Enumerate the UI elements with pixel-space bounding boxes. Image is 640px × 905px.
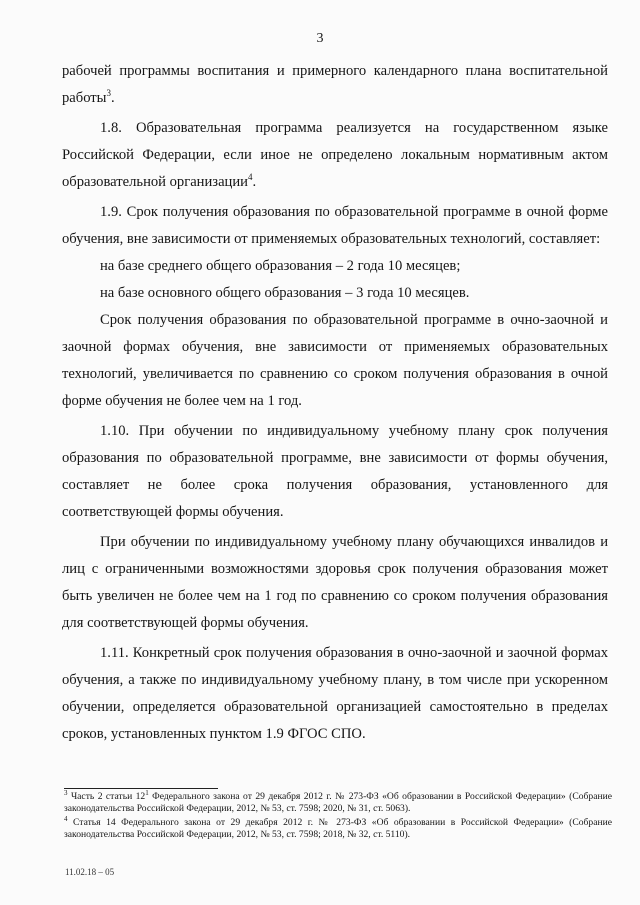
paragraph-part-time-duration: Срок получения образования по образовательной программе в очно-заочной и заочной формах обучения, вне зависимости от применяемых образовательных технологий, увеличивается по сравнению со сроком получения образования в очной форме обучения не более чем на 1 год. — [62, 312, 608, 409]
document-code: 11.02.18 – 05 — [65, 867, 115, 877]
document-body — [62, 58, 608, 748]
list-item-secondary-general: на базе среднего общего образования – 2 года 10 месяцев; — [100, 258, 461, 274]
footnote-ref-3: 3 — [106, 88, 111, 99]
page-number: 3 — [316, 31, 324, 46]
footnotes — [64, 788, 612, 843]
paragraph-continued: рабочей программы воспитания и примерного календарного плана воспитательной работы$^3$. — [62, 63, 608, 106]
paragraph-1-9: 1.9. Срок получения образования по образовательной программе в очной форме обучения, вне зависимости от применяемых образовательных технологий, составляет: — [62, 204, 608, 247]
footnote-divider — [64, 788, 218, 789]
list-item-basic-general: на базе основного общего образования – 3 года 10 месяцев. — [100, 285, 470, 301]
footnote-3: $^3$ Часть 2 статьи $12^1$ Федерального закона от 29 декабря 2012 г. № 273-ФЗ «Об образовании в Российской Федерации» (Собрание законодательства Российской Федерации, 2012, № 53, ст. 7598; 2020, № 31, ст. 5063). — [64, 788, 612, 814]
paragraph-1-11: 1.11. Конкретный срок получения образования в очно-заочной и заочной формах обучения, а также по индивидуальному учебному плану, в том числе при ускоренном обучении, определяется образовательной организацией самостоятельно в пределах сроков, установленных пунктом 1.9 ФГОС СПО. — [62, 645, 608, 742]
footnote-ref-4: 4 — [247, 172, 253, 183]
paragraph-1-8: 1.8. Образовательная программа реализуется на государственном языке Российской Федерации, если иное не определено локальным нормативным актом образовательной организации$^4$. — [62, 120, 608, 190]
paragraph-1-10: 1.10. При обучении по индивидуальному учебному плану срок получения образования по образовательной программе, вне зависимости от формы обучения, составляет не более срока получения образования, установленного для соответствующей формы обучения. — [62, 423, 608, 520]
footnote-4: $^4$ Статья 14 Федерального закона от 29 декабря 2012 г. № 273-ФЗ «Об образовании в Российской Федерации» (Собрание законодательства Российской Федерации, 2012, № 53, ст. 7598; 2018, № 32, ст. 5110). — [64, 814, 612, 840]
paragraph-disability-extension: При обучении по индивидуальному учебному плану обучающихся инвалидов и лиц с ограниченными возможностями здоровья срок получения образования может быть увеличен не более чем на 1 год по сравнению со сроком получения образования для соответствующей формы обучения. — [62, 534, 608, 631]
